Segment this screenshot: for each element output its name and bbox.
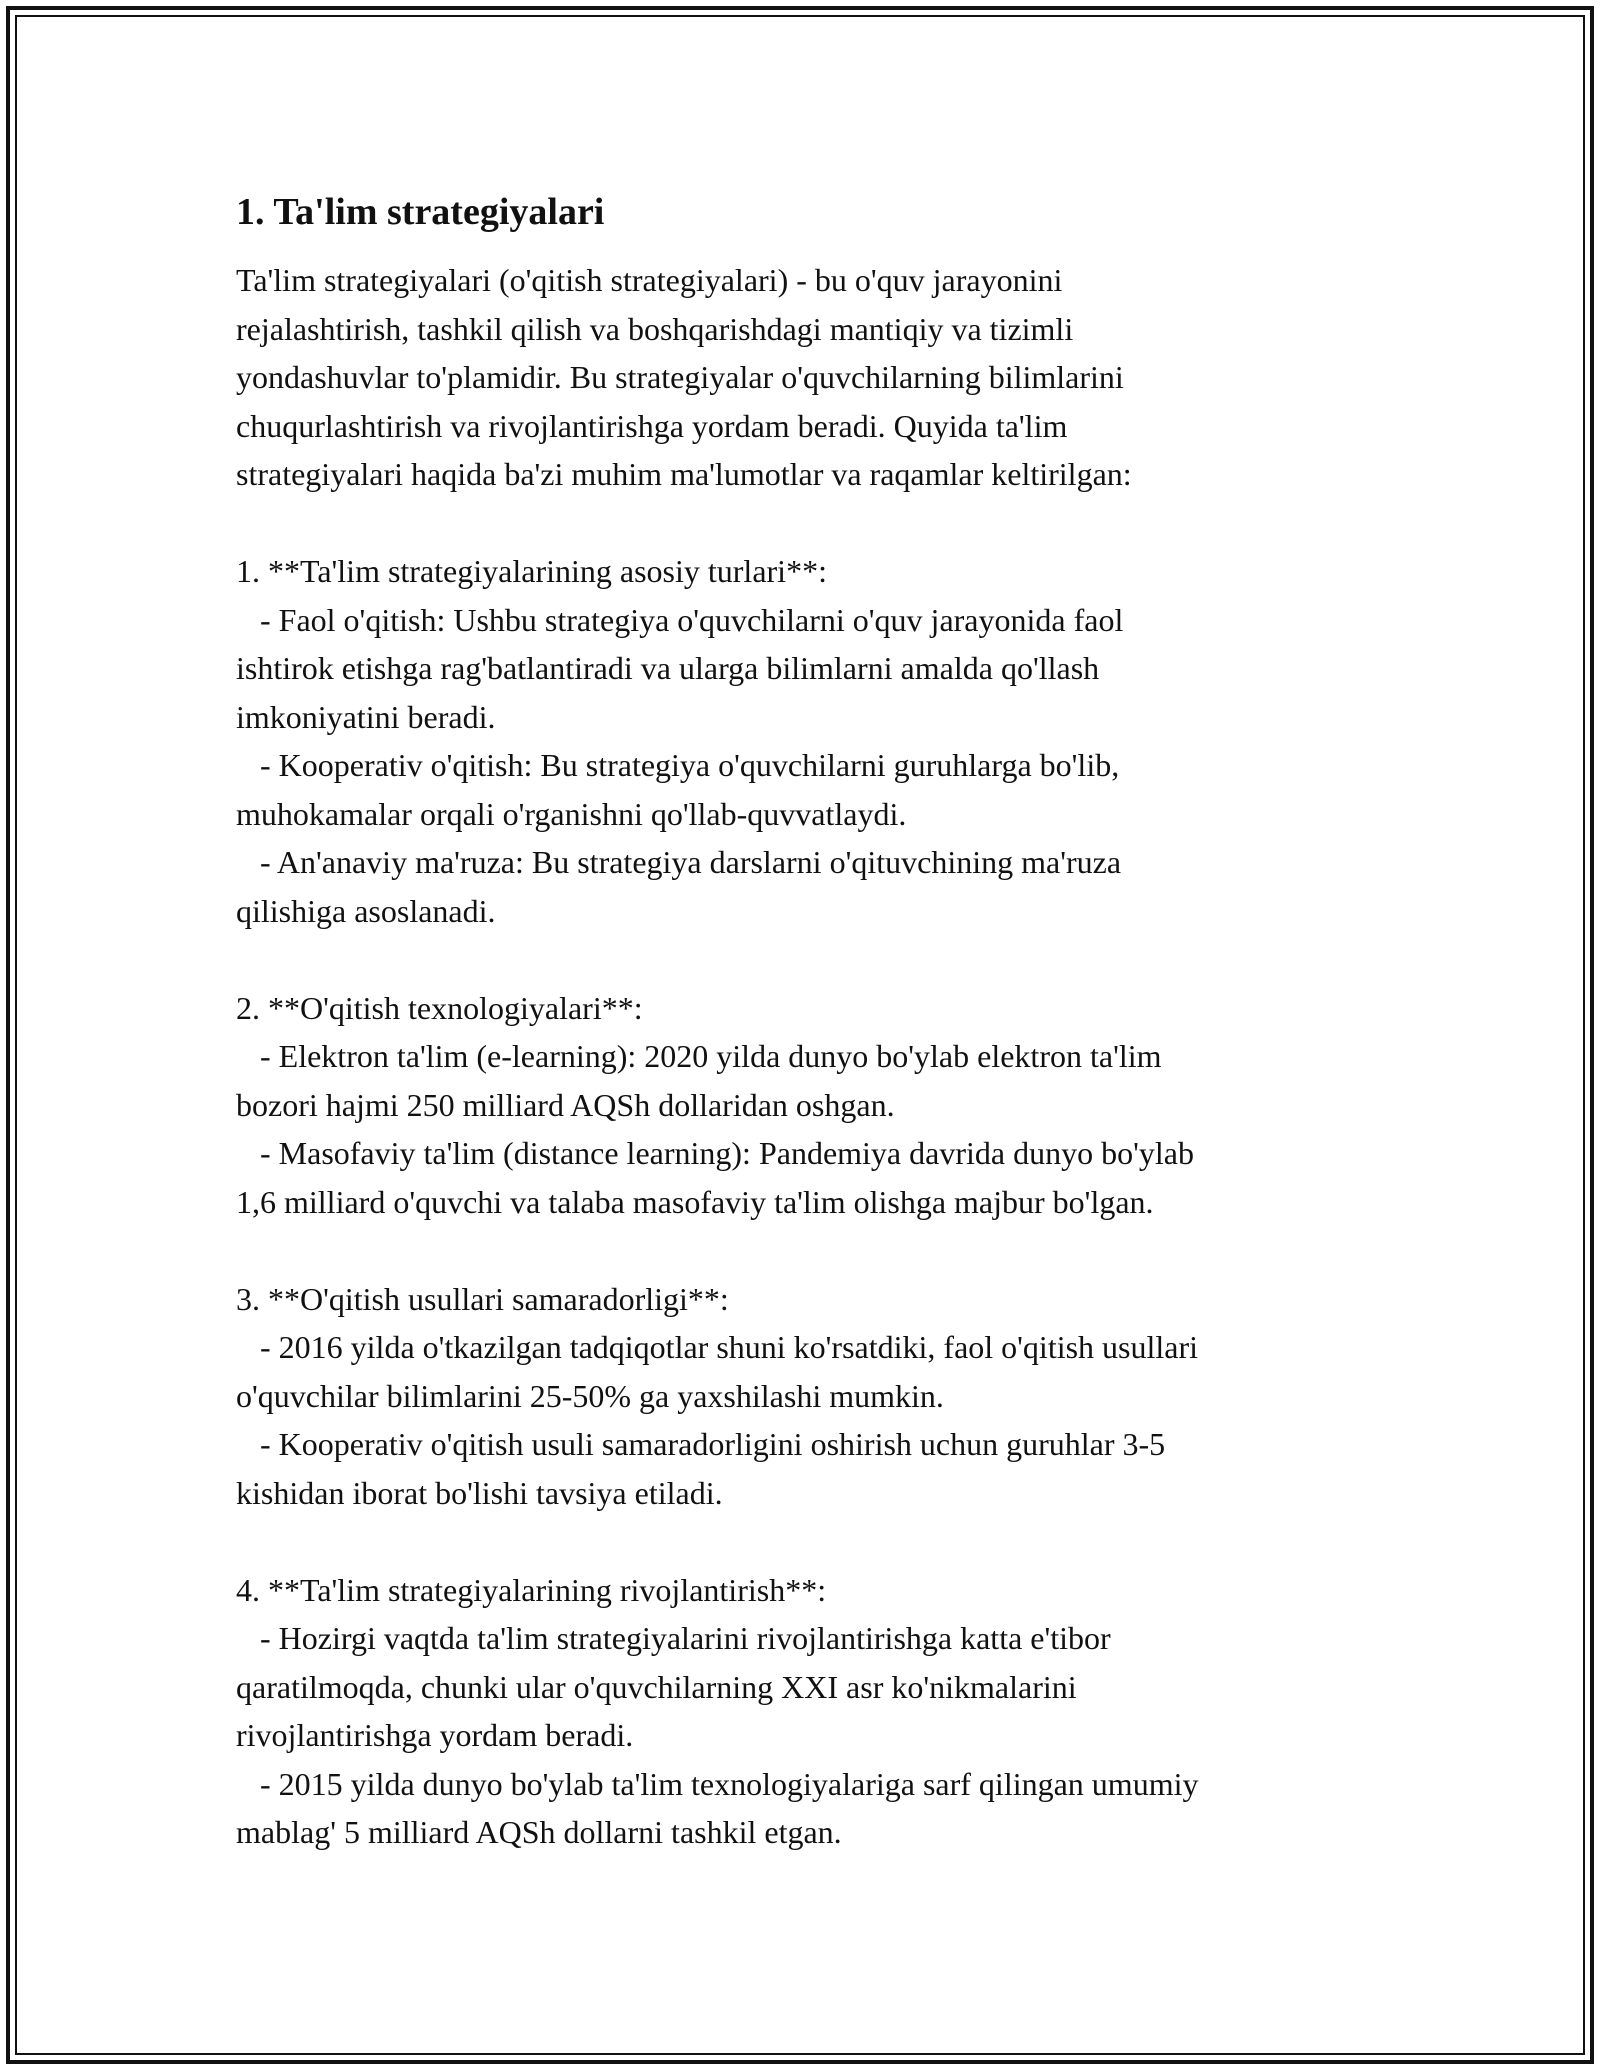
document-content [236, 186, 1366, 1857]
document-title: 1. Ta'lim strategiyalari [236, 191, 605, 233]
document-body: Ta'lim strategiyalari (o'qitish strategiyalari) - bu o'quv jarayonini rejalashtirish, tashkil qilish va boshqarishdagi mantiqiy va tizimli yondashuvlar to'plamidir. Bu strategiyalar o'quvchilarning bilimlarini chuqurlashtirish va rivojlantirishga yordam beradi. Quyida ta'lim strategiyalari haqida ba'zi muhim ma'lumotlar va raqamlar keltirilgan: 1. **Ta'lim strategiyalarining asosiy turlari**: - Faol o'qitish: Ushbu strategiya o'quvchilarni o'quv jarayonida faol ishtirok etishga rag'batlantiradi va ularga bilimlarni amalda qo'llash imkoniyatini beradi. - Kooperativ o'qitish: Bu strategiya o'quvchilarni guruhlarga bo'lib, muhokamalar orqali o'rganishni qo'llab-quvvatlaydi. - An'anaviy ma'ruza: Bu strategiya darslarni o'qituvchining ma'ruza qilishiga asoslanadi. 2. **O'qitish texnologiyalari**: - Elektron ta'lim (e-learning): 2020 yilda dunyo bo'ylab elektron ta'lim bozori hajmi 250 milliard AQSh dollaridan oshgan. - Masofaviy ta'lim (distance learning): Pandemiya davrida dunyo bo'ylab 1,6 milliard o'quvchi va talaba masofaviy ta'lim olishga majbur bo'lgan. 3. **O'qitish usullari samaradorligi**: - 2016 yilda o'tkazilgan tadqiqotlar shuni ko'rsatdiki, faol o'qitish usullari o'quvchilar bilimlarini 25-50% ga yaxshilashi mumkin. - Kooperativ o'qitish usuli samaradorligini oshirish uchun guruhlar 3-5 kishidan iborat bo'lishi tavsiya etiladi. 4. **Ta'lim strategiyalarining rivojlantirish**: - Hozirgi vaqtda ta'lim strategiyalarini rivojlantirishga katta e'tibor qaratilmoqda, chunki ular o'quvchilarning XXI asr ko'nikmalarini rivojlantirishga yordam beradi. - 2015 yilda dunyo bo'ylab ta'lim texnologiyalariga sarf qilingan umumiy mablag' 5 milliard AQSh dollarni tashkil etgan. [236, 262, 1199, 1850]
